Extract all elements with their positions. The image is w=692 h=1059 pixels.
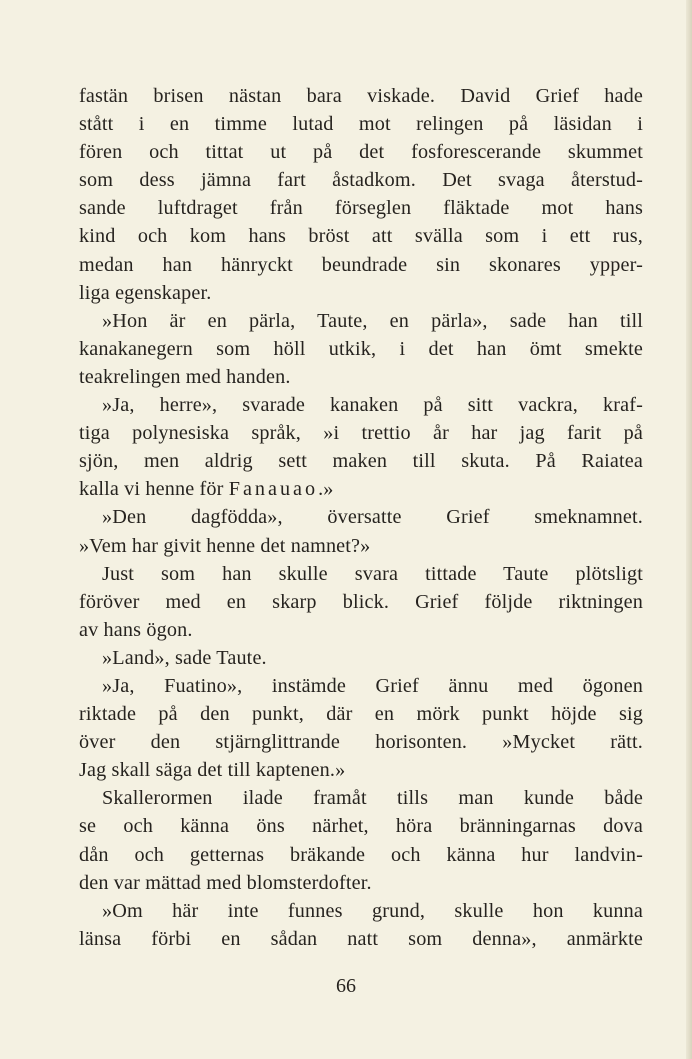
text-line xyxy=(79,812,643,840)
text-line-content: kind och kom hans bröst att svälla som i ett rus, xyxy=(79,225,643,248)
body-text xyxy=(79,82,643,953)
text-line xyxy=(79,307,643,335)
text-line-content: kalla vi henne för xyxy=(79,478,229,501)
text-line-content: stått i en timme lutad mot relingen på läsidan i xyxy=(79,113,643,136)
text-line-content: som dess jämna fart åstadkom. Det svaga återstud- xyxy=(79,169,643,192)
text-line xyxy=(79,335,643,363)
text-line xyxy=(79,138,643,166)
text-line xyxy=(79,784,643,812)
text-line-content: Just som han skulle svara tittade Taute plötsligt xyxy=(102,562,643,585)
text-line xyxy=(79,419,643,447)
text-line-content: »Den dagfödda», översatte Grief smeknamnet. xyxy=(102,506,643,529)
text-line xyxy=(79,756,643,784)
text-line xyxy=(79,82,643,110)
text-line-content: »Vem har givit henne det namnet?» xyxy=(79,534,371,557)
text-line xyxy=(79,391,643,419)
text-line xyxy=(79,279,643,307)
text-line-content: länsa förbi en sådan natt som denna», anmärkte xyxy=(79,927,643,950)
text-line xyxy=(79,447,643,475)
text-line xyxy=(79,251,643,279)
text-line-content: tiga polynesiska språk, »i trettio år har jag farit på xyxy=(79,422,643,445)
text-line xyxy=(79,897,643,925)
text-line xyxy=(79,869,643,897)
text-line-content: »Land», sade Taute. xyxy=(102,646,267,669)
text-line-content: Skallerormen ilade framåt tills man kunde både xyxy=(102,787,643,810)
text-line xyxy=(79,616,643,644)
text-line-content: sjön, men aldrig sett maken till skuta. På Raiatea xyxy=(79,450,643,473)
text-line-content: sande luftdraget från förseglen fläktade mot hans xyxy=(79,197,643,220)
text-line-content: dån och getternas bräkande och känna hur landvin- xyxy=(79,843,643,866)
page-edge xyxy=(686,0,692,1059)
spaced-word: Fanauao xyxy=(228,478,319,501)
text-line xyxy=(79,222,643,250)
text-line-content: riktade på den punkt, där en mörk punkt höjde sig xyxy=(79,703,643,726)
page-number: 66 xyxy=(336,975,356,997)
text-line xyxy=(79,925,643,953)
text-line xyxy=(79,644,643,672)
text-line-content: se och känna öns närhet, höra bränningarnas dova xyxy=(79,815,643,838)
text-line xyxy=(79,110,643,138)
text-line xyxy=(79,588,643,616)
text-line-content: fören och tittat ut på det fosforescerande skummet xyxy=(79,141,643,164)
text-line-content: fastän brisen nästan bara viskade. David Grief hade xyxy=(79,85,643,107)
text-line-content: av hans ögon. xyxy=(79,618,193,641)
text-line xyxy=(79,166,643,194)
text-line xyxy=(79,503,643,531)
text-line-content: »Om här inte funnes grund, skulle hon kunna xyxy=(102,899,643,922)
text-line-content: teakrelingen med handen. xyxy=(79,365,291,388)
text-line-content: Jag skall säga det till kaptenen.» xyxy=(79,759,346,782)
text-line xyxy=(79,560,643,588)
text-line xyxy=(79,194,643,222)
text-line-content: kanakanegern som höll utkik, i det han ömt smekte xyxy=(79,337,643,360)
text-line xyxy=(79,475,643,503)
text-line xyxy=(79,672,643,700)
text-line-tail: .» xyxy=(318,478,334,501)
text-line xyxy=(79,841,643,869)
text-line-content: föröver med en skarp blick. Grief följde riktningen xyxy=(79,590,643,613)
text-line-content: »Ja, Fuatino», instämde Grief ännu med ögonen xyxy=(102,674,643,697)
text-line-content: liga egenskaper. xyxy=(79,281,212,304)
text-line xyxy=(79,728,643,756)
text-line-content: medan han hänryckt beundrade sin skonares ypper- xyxy=(79,253,643,276)
text-line xyxy=(79,532,643,560)
text-line-content: över den stjärnglittrande horisonten. »Mycket rätt. xyxy=(79,731,643,754)
text-line-content: »Ja, herre», svarade kanaken på sitt vackra, kraf- xyxy=(102,394,643,417)
text-line-content: den var mättad med blomsterdofter. xyxy=(79,871,372,894)
text-line xyxy=(79,363,643,391)
text-line xyxy=(79,700,643,728)
text-line-content: »Hon är en pärla, Taute, en pärla», sade han till xyxy=(102,309,643,332)
